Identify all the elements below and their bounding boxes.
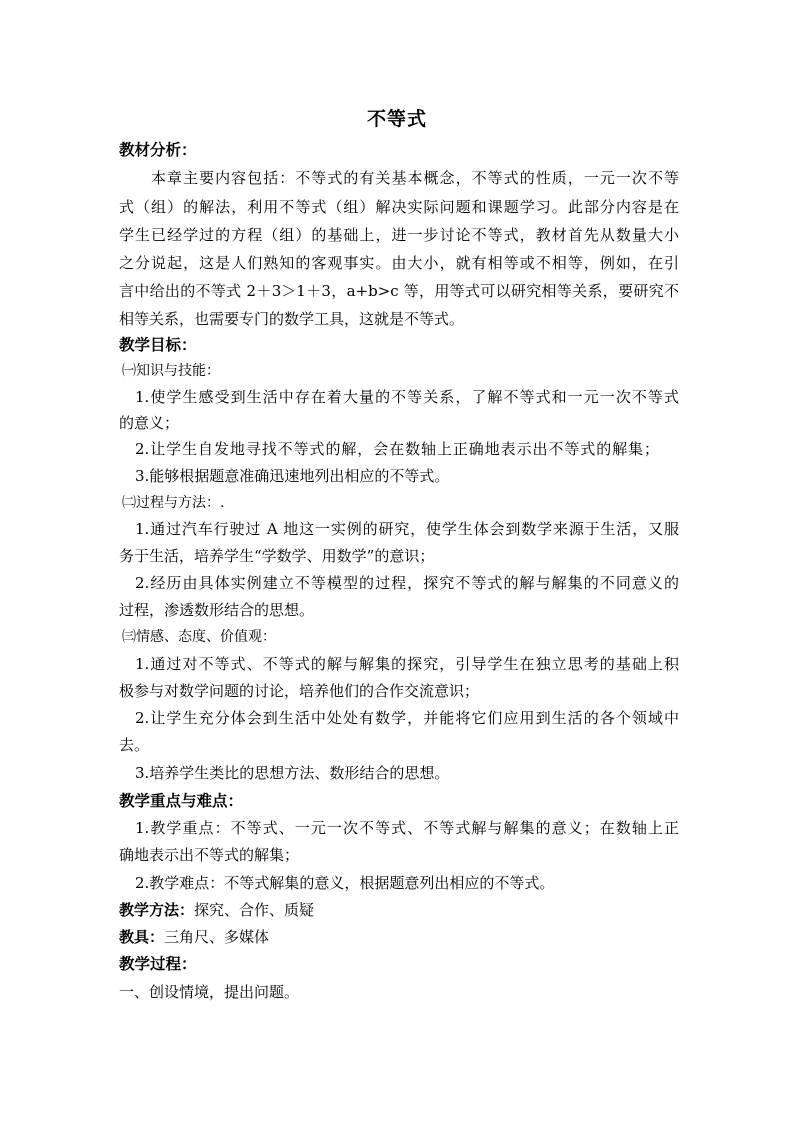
list-item: 3.能够根据题意准确迅速地列出相应的不等式。: [135, 467, 450, 485]
teaching-tools-label: 教具：: [119, 928, 165, 946]
list-item: 极参与对数学问题的讨论，培养他们的合作交流意识；: [119, 682, 480, 700]
list-item: 过程，渗透数形结合的思想。: [119, 601, 315, 619]
list-item: 2.让学生自发地寻找不等式的解，会在数轴上正确地表示出不等式的解集；: [135, 440, 659, 458]
paragraph-line: 学生已经学过的方程（组）的基础上，进一步讨论不等式，教材首先从数量大小: [119, 226, 679, 244]
list-item: 务于生活，培养学生“学数学、用数学”的意识；: [119, 547, 435, 565]
section-heading-teaching-process: 教学过程：: [119, 955, 197, 973]
teaching-tools: [119, 927, 679, 947]
paragraph-line: 之分说起，这是人们熟知的客观事实。由大小，就有相等或不相等，例如，在引: [119, 254, 679, 272]
list-item: 1.使学生感受到生活中存在着大量的不等关系，了解不等式和一元一次不等式: [135, 388, 679, 406]
process-step-1: 一、创设情境，提出问题。: [119, 983, 300, 1001]
list-item: 2.教学难点：不等式解集的意义，根据题意列出相应的不等式。: [135, 874, 555, 892]
paragraph-line: 式（组）的解法，利用不等式（组）解决实际问题和课题学习。此部分内容是在: [119, 198, 679, 216]
section-heading-teaching-goals: 教学目标：: [119, 336, 197, 354]
section-heading-material-analysis: 教材分析：: [119, 141, 197, 159]
teaching-methods-label: 教学方法：: [119, 901, 195, 919]
list-item: 2.让学生充分体会到生活中处处有数学，并能将它们应用到生活的各个领域中: [135, 709, 679, 727]
paragraph-line: 相等关系，也需要专门的数学工具，这就是不等式。: [119, 310, 465, 328]
document-title: 不等式: [366, 108, 427, 130]
subheading-attitude-values: ㈢情感、态度、价值观：: [122, 629, 276, 645]
list-item: 确地表示出不等式的解集；: [119, 846, 300, 864]
paragraph-line: 言中给出的不等式 2＋3＞1＋3，a+b>c 等，用等式可以研究相等关系，要研究不: [119, 282, 679, 300]
list-item: 2.经历由具体实例建立不等模型的过程，探究不等式的解与解集的不同意义的: [135, 574, 679, 592]
list-item: 3.培养学生类比的思想方法、数形结合的思想。: [135, 764, 450, 782]
section-heading-key-points: 教学重点与难点：: [119, 792, 244, 810]
list-item: 1.通过汽车行驶过 A 地这一实例的研究，使学生体会到数学来源于生活，又服: [135, 520, 679, 538]
list-item: 1.教学重点：不等式、一元一次不等式、不等式解与解集的意义；在数轴上正: [135, 819, 679, 837]
teaching-tools-value: 三角尺、多媒体: [164, 928, 270, 946]
list-item: 去。: [119, 736, 150, 754]
subheading-knowledge-skills: ㈠知识与技能：: [122, 363, 220, 379]
paragraph-line: 本章主要内容包括：不等式的有关基本概念，不等式的性质，一元一次不等: [151, 169, 679, 187]
list-item: 1.通过对不等式、不等式的解与解集的探究，引导学生在独立思考的基础上积: [135, 655, 679, 673]
teaching-methods-value: 探究、合作、质疑: [194, 901, 315, 919]
subheading-process-methods: ㈡过程与方法：.: [122, 495, 225, 511]
teaching-methods: [119, 900, 679, 920]
list-item: 的意义；: [119, 414, 180, 432]
